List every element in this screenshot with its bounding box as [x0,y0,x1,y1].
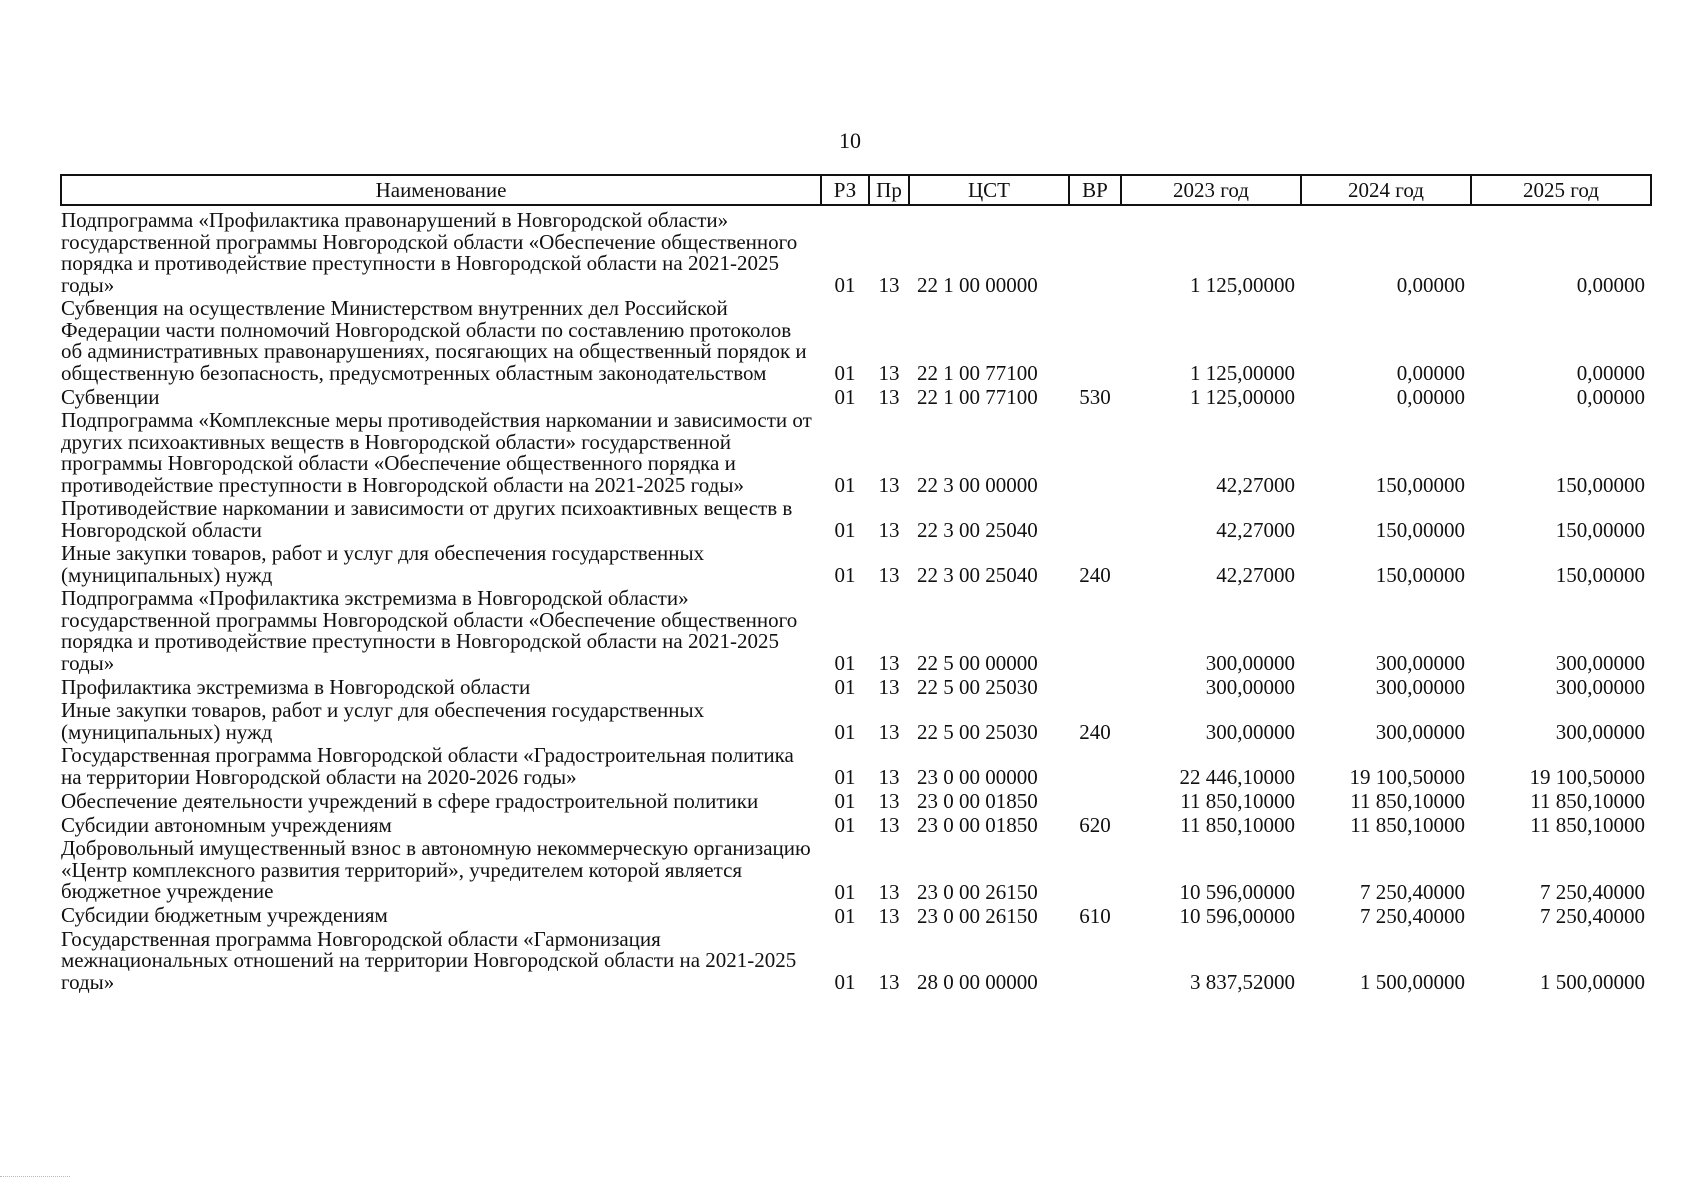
row-vr [1069,498,1121,543]
row-2025: 300,00000 [1555,675,1645,699]
row-pr: 13 [878,563,900,587]
row-vr [1069,929,1121,996]
row-name: Подпрограмма «Профилактика экстремизма в Новгородской области» государственной программы Новгородской области «Обеспечение общественного порядка и противодействие преступности в Новгородской области на 2021-2025 годы» [61,586,798,675]
row-rz: 01 [834,273,856,297]
row-rz: 01 [834,879,856,904]
table-row [61,410,1651,498]
row-cst: 22 5 00 00000 [917,651,1038,675]
row-name: Государственная программа Новгородской области «Градостроительная политика на территории Новгородской области на 2020-2026 годы» [61,743,794,789]
table-row [61,700,1651,745]
col-header-name: Наименование [61,175,821,205]
row-cst: 28 0 00 00000 [917,970,1038,994]
table-row [61,588,1651,676]
row-2025: 7 250,40000 [1540,879,1645,904]
row-cst: 23 0 00 01850 [917,789,1038,813]
row-rz: 01 [834,789,856,813]
row-cst: 22 5 00 25030 [917,720,1038,744]
row-2025: 300,00000 [1555,651,1645,675]
row-cst: 23 0 00 01850 [917,813,1038,837]
row-2025: 1 500,00000 [1540,970,1645,994]
row-2024: 11 850,10000 [1350,789,1465,813]
row-pr: 13 [878,273,900,297]
row-pr: 13 [878,385,900,409]
col-header-cst: ЦСТ [909,175,1069,205]
row-2024: 0,00000 [1396,361,1465,385]
row-pr: 13 [878,903,900,928]
row-pr: 13 [878,518,900,542]
row-rz: 01 [834,813,856,837]
row-name: Субвенция на осуществление Министерством внутренних дел Российской Федерации части полномочий Новгородской области по составлению протоколов об административных правонарушениях, посягающих на общественный порядок и общественную безопасность, предусмотренных областным законодательством [61,296,807,385]
budget-table [60,174,1652,995]
row-cst: 22 3 00 00000 [917,473,1038,497]
row-pr: 13 [878,361,900,385]
row-pr: 13 [878,970,900,994]
row-cst: 23 0 00 00000 [917,765,1038,789]
row-2023: 3 837,52000 [1190,970,1295,994]
row-vr: 610 [1079,903,1111,928]
row-2023: 42,27000 [1216,563,1295,587]
row-cst: 22 3 00 25040 [917,563,1038,587]
row-2025: 11 850,10000 [1530,789,1645,813]
page-number: 10 [839,128,861,153]
row-2025: 0,00000 [1576,385,1645,409]
row-rz: 01 [834,361,856,385]
row-pr: 13 [878,720,900,744]
row-2024: 7 250,40000 [1360,903,1465,928]
row-vr [1069,838,1121,905]
row-rz: 01 [834,903,856,928]
table-row [61,745,1651,790]
row-2025: 150,00000 [1555,473,1645,497]
row-name: Профилактика экстремизма в Новгородской области [61,674,531,699]
row-pr: 13 [878,473,900,497]
row-pr: 13 [878,879,900,904]
table-row [61,498,1651,543]
table-row [61,929,1651,996]
table-row [61,905,1651,929]
row-2024: 150,00000 [1375,518,1465,542]
row-name: Противодействие наркомании и зависимости от других психоактивных веществ в Новгородской области [61,496,793,542]
table-row [61,543,1651,588]
row-name: Иные закупки товаров, работ и услуг для обеспечения государственных (муниципальных) нужд [61,541,705,587]
row-pr: 13 [878,765,900,789]
row-name: Подпрограмма «Профилактика правонарушений в Новгородской области» государственной программы Новгородской области «Обеспечение общественного порядка и противодействие преступности в Новгородской области на 2021-2025 годы» [61,208,798,297]
scan-mark [0,1176,70,1179]
row-name: Государственная программа Новгородской области «Гармонизация межнациональных отношений на территории Новгородской области на 2021-2025 годы» [61,926,797,994]
row-vr [1069,745,1121,790]
col-header-pr: Пр [869,175,909,205]
row-2023: 1 125,00000 [1190,385,1295,409]
row-vr [1069,588,1121,676]
row-cst: 23 0 00 26150 [917,903,1038,928]
row-2024: 300,00000 [1375,720,1465,744]
row-2025: 300,00000 [1555,720,1645,744]
row-2025: 0,00000 [1576,361,1645,385]
row-2024: 300,00000 [1375,651,1465,675]
row-rz: 01 [834,385,856,409]
row-name: Подпрограмма «Комплексные меры противодействия наркомании и зависимости от других психоактивных веществ в Новгородской области» государственной программы Новгородской области «Обеспечение общественного порядка и противодействие преступности в Новгородской области на 2021-2025 годы» [61,408,812,497]
col-header-2023: 2023 год [1121,175,1301,205]
row-rz: 01 [834,970,856,994]
row-cst: 22 1 00 00000 [917,273,1038,297]
row-rz: 01 [834,765,856,789]
row-2024: 1 500,00000 [1360,970,1465,994]
row-2024: 150,00000 [1375,563,1465,587]
col-header-vr: ВР [1069,175,1121,205]
row-name: Субвенции [61,384,160,409]
row-2024: 0,00000 [1396,273,1465,297]
row-2025: 150,00000 [1555,563,1645,587]
table-row [61,838,1651,905]
row-2025: 0,00000 [1576,273,1645,297]
table-row [61,790,1651,814]
row-2024: 7 250,40000 [1360,879,1465,904]
row-2024: 300,00000 [1375,675,1465,699]
row-rz: 01 [834,473,856,497]
col-header-2024: 2024 год [1301,175,1471,205]
row-2024: 0,00000 [1396,385,1465,409]
row-2025: 11 850,10000 [1530,813,1645,837]
row-pr: 13 [878,789,900,813]
row-2024: 150,00000 [1375,473,1465,497]
row-name: Субсидии бюджетным учреждениям [61,903,388,927]
table-header-row [61,175,1651,205]
row-vr: 240 [1079,720,1111,744]
row-2023: 42,27000 [1216,473,1295,497]
row-2023: 10 596,00000 [1179,903,1295,928]
table-row [61,676,1651,700]
row-2024: 19 100,50000 [1349,765,1465,789]
row-cst: 22 3 00 25040 [917,518,1038,542]
row-cst: 22 1 00 77100 [917,385,1038,409]
row-2023: 10 596,00000 [1179,879,1295,904]
row-vr [1069,298,1121,386]
table-row [61,386,1651,410]
row-2025: 7 250,40000 [1540,903,1645,928]
row-pr: 13 [878,813,900,837]
row-pr: 13 [878,651,900,675]
row-2023: 22 446,10000 [1179,765,1295,789]
row-2023: 11 850,10000 [1180,789,1295,813]
row-cst: 22 1 00 77100 [917,361,1038,385]
row-vr [1069,410,1121,498]
row-rz: 01 [834,518,856,542]
row-2025: 150,00000 [1555,518,1645,542]
row-vr [1069,676,1121,700]
row-rz: 01 [834,563,856,587]
row-vr: 620 [1079,813,1111,837]
row-name: Иные закупки товаров, работ и услуг для обеспечения государственных (муниципальных) нужд [61,698,705,744]
col-header-rz: РЗ [821,175,869,205]
row-2023: 300,00000 [1205,675,1295,699]
row-2023: 1 125,00000 [1190,273,1295,297]
col-header-2025: 2025 год [1471,175,1651,205]
row-rz: 01 [834,720,856,744]
row-2023: 42,27000 [1216,518,1295,542]
row-vr: 530 [1079,385,1111,409]
row-vr [1069,790,1121,814]
row-rz: 01 [834,651,856,675]
row-2023: 11 850,10000 [1180,813,1295,837]
table-row [61,814,1651,838]
row-cst: 23 0 00 26150 [917,879,1038,904]
row-2023: 300,00000 [1205,720,1295,744]
row-rz: 01 [834,675,856,699]
row-2025: 19 100,50000 [1529,765,1645,789]
row-name: Обеспечение деятельности учреждений в сфере градостроительной политики [61,788,759,813]
row-name: Добровольный имущественный взнос в автономную некоммерческую организацию «Центр комплексного развития территорий», учредителем которой является бюджетное учреждение [61,836,811,903]
row-vr [1069,205,1121,298]
row-2024: 11 850,10000 [1350,813,1465,837]
table-row [61,205,1651,298]
row-2023: 1 125,00000 [1190,361,1295,385]
row-pr: 13 [878,675,900,699]
row-cst: 22 5 00 25030 [917,675,1038,699]
row-name: Субсидии автономным учреждениям [61,812,392,837]
row-vr: 240 [1079,563,1111,587]
table-row [61,298,1651,386]
row-2023: 300,00000 [1205,651,1295,675]
